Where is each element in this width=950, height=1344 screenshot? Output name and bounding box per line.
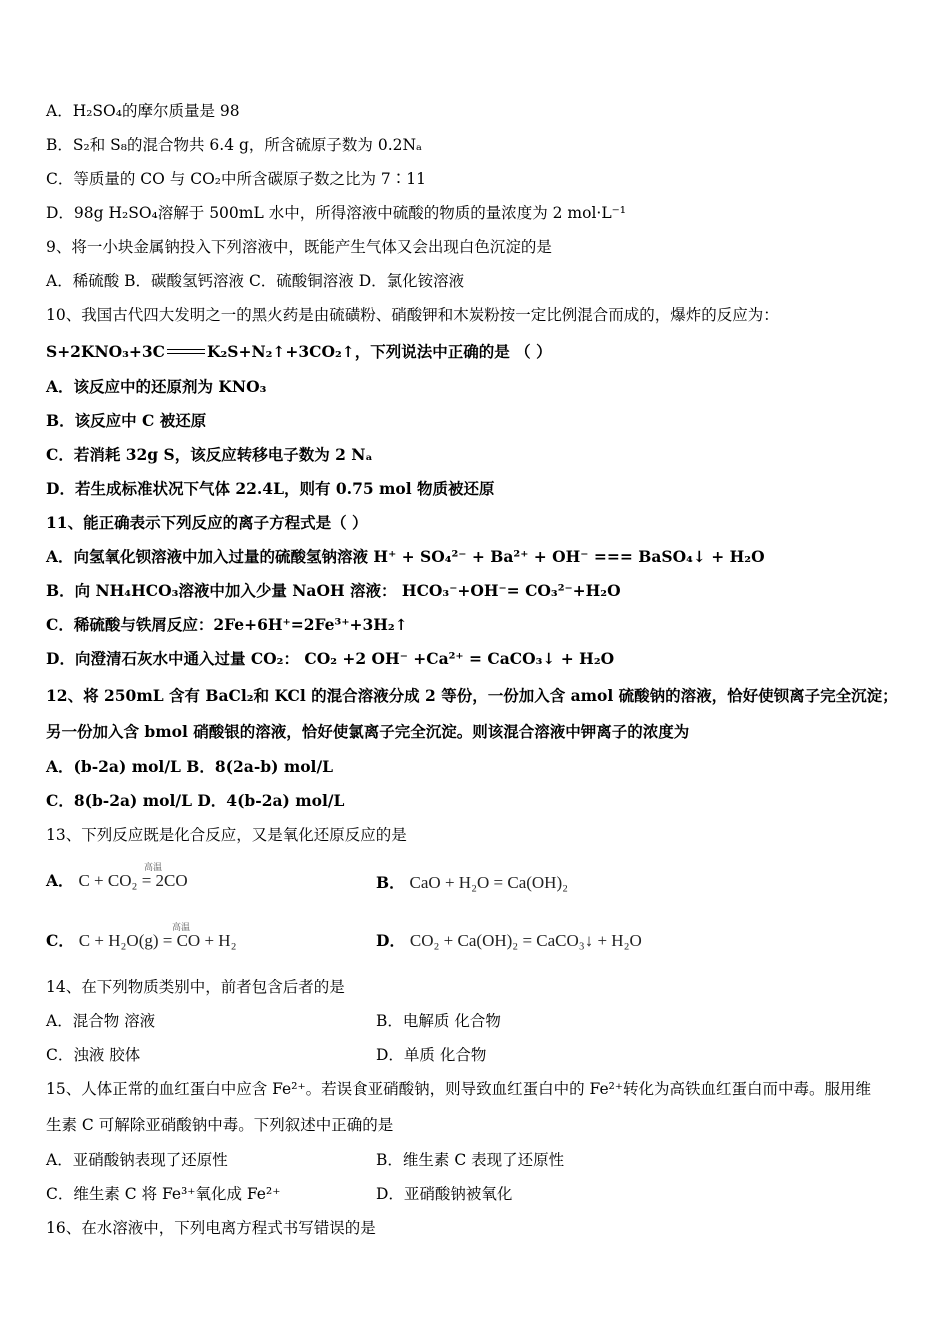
q13-d-label: D． xyxy=(376,931,405,950)
q10-option-d: D．若生成标准状况下气体 22.4L，则有 0.75 mol 物质被还原 xyxy=(46,479,495,498)
q12-options-cd: C．8(b-2a) mol/L D．4(b-2a) mol/L xyxy=(46,791,345,810)
q8-option-c: C．等质量的 CO 与 CO₂中所含碳原子数之比为 7∶11 xyxy=(46,170,427,188)
q13-option-b xyxy=(376,873,568,893)
q13-b-equation: CaO + H₂O = Ca(OH)₂ xyxy=(409,873,569,892)
q15-stem-line1: 15、人体正常的血红蛋白中应含 Fe²⁺。若误食亚硝酸钠，则导致血红蛋白中的 Fe²⁺转化为高铁血红蛋白而中毒。服用维 xyxy=(46,1080,872,1098)
q13-b-label: B． xyxy=(376,873,405,892)
q10-option-b: B．该反应中 C 被还原 xyxy=(46,411,207,430)
q14-option-a: A．混合物 溶液 xyxy=(46,1012,156,1030)
q13-a-label: A． xyxy=(46,871,74,890)
q11-option-d: D．向澄清石灰水中通入过量 CO₂： CO₂ +2 OH⁻ +Ca²⁺ = CaCO₃↓ + H₂O xyxy=(46,649,615,668)
q16-stem: 16、在水溶液中，下列电离方程式书写错误的是 xyxy=(46,1219,376,1237)
q10-eq-left: S+2KNO₃+3C xyxy=(46,342,166,361)
q15-option-b: B．维生素 C 表现了还原性 xyxy=(376,1151,565,1169)
q10-stem: 10、我国古代四大发明之一的黑火药是由硫磺粉、硝酸钾和木炭粉按一定比例混合而成的，爆炸的反应为： xyxy=(46,306,779,324)
q11-stem: 11、能正确表示下列反应的离子方程式是（ ） xyxy=(46,513,368,532)
q15-option-c: C．维生素 C 将 Fe³⁺氧化成 Fe²⁺ xyxy=(46,1185,281,1203)
q12-stem-line1: 12、将 250mL 含有 BaCl₂和 KCl 的混合溶液分成 2 等份，一份加入含 amol 硫酸钠的溶液，恰好使钡离子完全沉淀； xyxy=(46,686,898,705)
q13-stem: 13、下列反应既是化合反应，又是氧化还原反应的是 xyxy=(46,826,407,844)
q12-stem-line2: 另一份加入含 bmol 硝酸银的溶液，恰好使氯离子完全沉淀。则该混合溶液中钾离子的浓度为 xyxy=(46,722,690,741)
q11-option-a: A．向氢氧化钡溶液中加入过量的硫酸氢钠溶液 H⁺ + SO₄²⁻ + Ba²⁺ + OH⁻ === BaSO₄↓ + H₂O xyxy=(46,547,765,566)
q14-option-c: C．浊液 胶体 xyxy=(46,1046,141,1064)
q10-option-c: C．若消耗 32g S，该反应转移电子数为 2 Nₐ xyxy=(46,445,373,464)
q15-stem-line2: 生素 C 可解除亚硝酸钠中毒。下列叙述中正确的是 xyxy=(46,1116,394,1134)
q14-option-b: B．电解质 化合物 xyxy=(376,1012,501,1030)
q11-option-c: C．稀硫酸与铁屑反应：2Fe+6H⁺=2Fe³⁺+3H₂↑ xyxy=(46,615,408,634)
q14-option-d: D．单质 化合物 xyxy=(376,1046,487,1064)
q13-a-condition: 高温 xyxy=(144,863,163,873)
q10-equation xyxy=(46,342,552,362)
q12-options-ab: A．(b-2a) mol/L B．8(2a-b) mol/L xyxy=(46,757,334,776)
q10-eq-right: K₂S+N₂↑+3CO₂↑，下列说法中正确的是 （ ） xyxy=(207,342,552,361)
q13-option-d xyxy=(376,931,642,951)
q13-c-label: C． xyxy=(46,931,74,950)
q9-stem: 9、将一小块金属钠投入下列溶液中，既能产生气体又会出现白色沉淀的是 xyxy=(46,238,552,256)
q14-stem: 14、在下列物质类别中，前者包含后者的是 xyxy=(46,978,345,996)
equals-sign xyxy=(167,349,205,354)
q11-option-b: B．向 NH₄HCO₃溶液中加入少量 NaOH 溶液： HCO₃⁻+OH⁻= CO₃²⁻+H₂O xyxy=(46,581,621,600)
q9-options: A．稀硫酸 B．碳酸氢钙溶液 C．硫酸铜溶液 D．氯化铵溶液 xyxy=(46,272,465,290)
q15-option-a: A．亚硝酸钠表现了还原性 xyxy=(46,1151,228,1169)
q13-option-a xyxy=(46,871,188,891)
q8-option-a: A．H₂SO₄的摩尔质量是 98 xyxy=(46,102,240,120)
q13-a-equation: C + CO₂ = 2CO xyxy=(78,871,188,890)
q15-option-d: D．亚硝酸钠被氧化 xyxy=(376,1185,513,1203)
q13-c-equation: C + H₂O(g) = CO + H₂ xyxy=(78,931,237,950)
q10-option-a: A．该反应中的还原剂为 KNO₃ xyxy=(46,377,267,396)
q13-option-c xyxy=(46,931,237,951)
q13-d-equation: CO₂ + Ca(OH)₂ = CaCO₃↓ + H₂O xyxy=(409,931,642,950)
q8-option-b: B．S₂和 S₈的混合物共 6.4 g，所含硫原子数为 0.2Nₐ xyxy=(46,136,423,154)
q8-option-d: D．98g H₂SO₄溶解于 500mL 水中，所得溶液中硫酸的物质的量浓度为 2 mol·L⁻¹ xyxy=(46,204,627,222)
q13-c-condition: 高温 xyxy=(172,923,191,933)
